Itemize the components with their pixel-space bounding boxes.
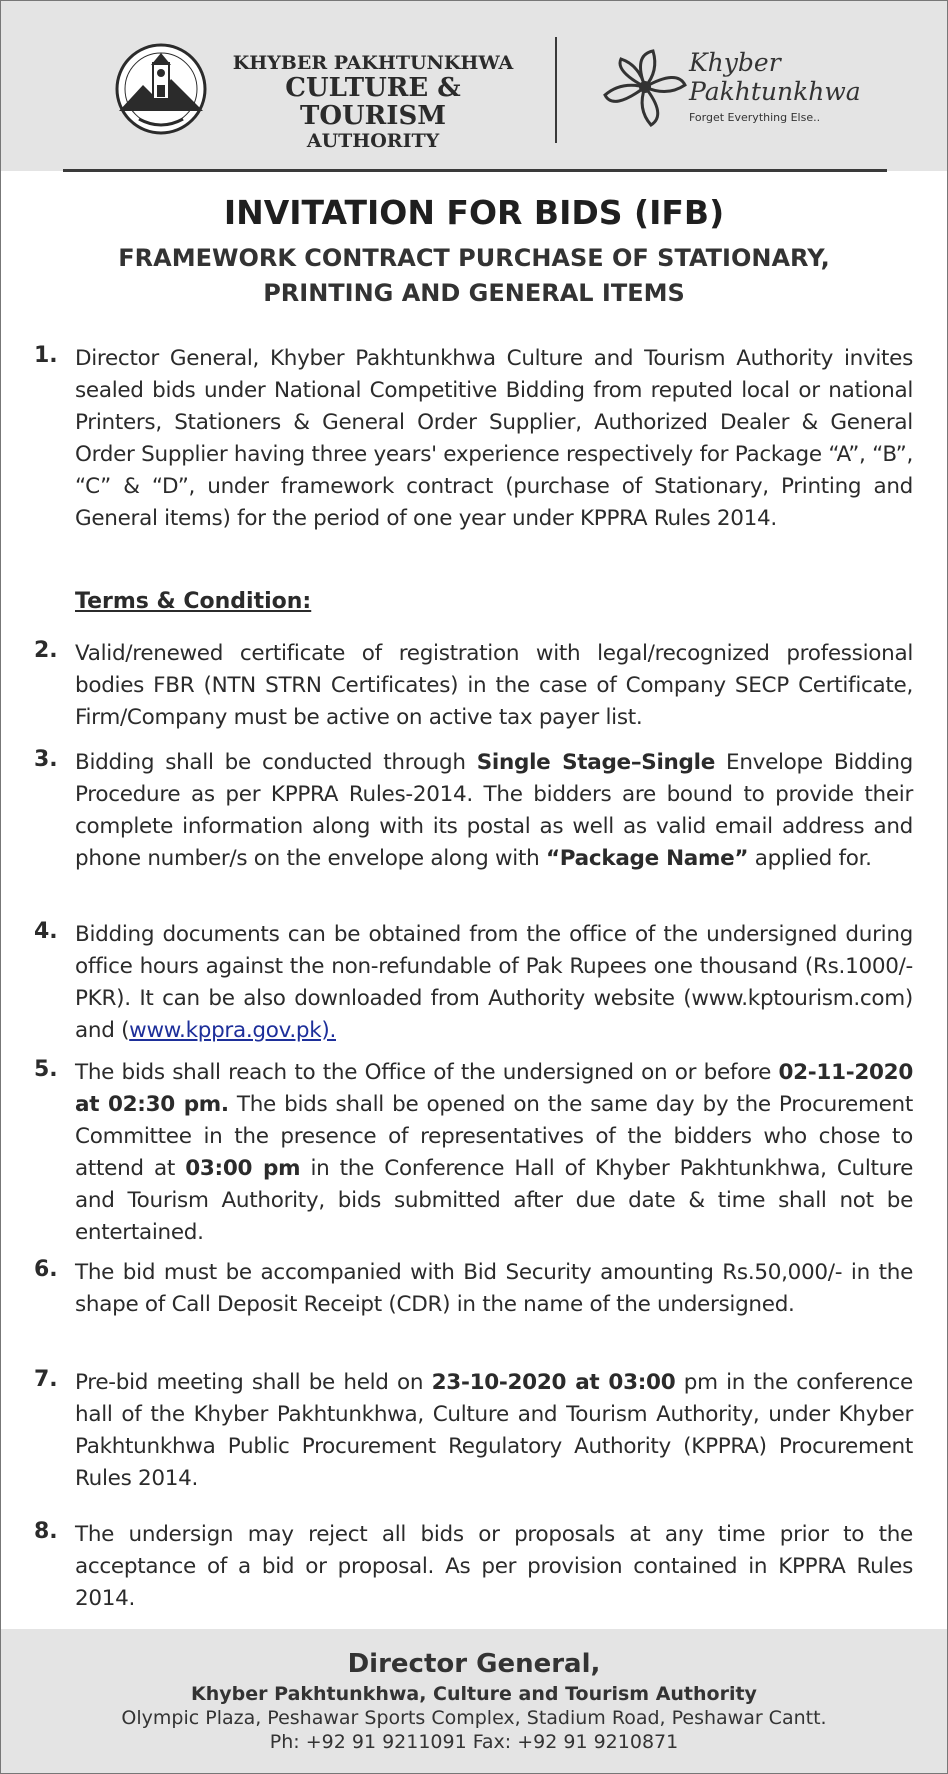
clause-number: 7. bbox=[34, 1367, 58, 1392]
clause-number: 2. bbox=[34, 638, 58, 663]
brand-tagline: Forget Everything Else.. bbox=[689, 110, 821, 124]
clause-number: 8. bbox=[34, 1519, 58, 1544]
clause-text: Valid/renewed certificate of registration with legal/recognized professional bodies FBR (NTN STRN Certificates) in the case of Company SECP Certificate, Firm/Company must be active on active tax payer list. bbox=[75, 641, 913, 730]
clause-text-part: Bidding shall be conducted through bbox=[75, 750, 477, 775]
brand-line2: Pakhtunkhwa bbox=[689, 76, 861, 106]
header-rule bbox=[63, 169, 887, 172]
clause-number: 4. bbox=[34, 919, 58, 944]
clause-text bbox=[75, 1057, 913, 1249]
signatory-title: Director General, bbox=[347, 1649, 601, 1679]
clause-text bbox=[75, 747, 913, 875]
clause-text-part: Envelope Bidding Procedure as per KPPRA Rules-2014. The bidders are bound to provide their complete information along with its postal as well as valid email address and phone number/s on the envelope along with bbox=[75, 750, 913, 871]
clause-bold-text: 02-11-2020 at 02:30 pm. bbox=[75, 1060, 913, 1117]
notice-subtitle bbox=[101, 241, 847, 311]
clause-text-part: pm in the conference hall of the Khyber Pakhtunkhwa, Culture and Tourism Authority, under Khyber Pakhtunkhwa Public Procurement Regulatory Authority (KPPRA) Procurement Rules 2014. bbox=[75, 1370, 913, 1491]
terms-heading: Terms & Condition: bbox=[75, 589, 312, 614]
clause-text-part: Bidding documents can be obtained from the office of the undersigned during office hours against the non-refundable of Pak Rupees one thousand (Rs.1000/-PKR). It can be also downloaded from Authority website (www.kptourism.com) and ( bbox=[75, 922, 913, 1043]
notice-footer bbox=[1, 1629, 947, 1773]
contact-numbers: Ph: +92 91 9211091 Fax: +92 91 9210871 bbox=[269, 1731, 679, 1753]
clause-number: 6. bbox=[34, 1257, 58, 1282]
subtitle-line2: PRINTING AND GENERAL ITEMS bbox=[263, 279, 685, 307]
clause-text: The undersign may reject all bids or proposals at any time prior to the acceptance of a bid or proposal. As per provision contained in KPPRA Rules 2014. bbox=[75, 1522, 913, 1611]
clause-text-part: Pre-bid meeting shall be held on bbox=[75, 1370, 432, 1395]
culture-tourism-authority-logo-icon bbox=[109, 41, 213, 137]
signatory-organization: Khyber Pakhtunkhwa, Culture and Tourism Authority bbox=[191, 1683, 757, 1705]
clause-text bbox=[75, 1367, 913, 1495]
notice-title: INVITATION FOR BIDS (IFB) bbox=[223, 193, 725, 232]
brand-line1: Khyber bbox=[689, 48, 781, 77]
clause-text-part: The bids shall reach to the Office of the undersigned on or before bbox=[75, 1060, 779, 1085]
org-name-line1: KHYBER PAKHTUNKHWA bbox=[232, 52, 514, 74]
clause-text-part: The bids shall be opened on the same day by the Procurement Committee in the presence of representatives of the bidders who chose to attend at bbox=[75, 1092, 913, 1181]
clause-bold-text: Single Stage–Single bbox=[476, 750, 715, 775]
kp-tourism-flower-logo-icon bbox=[597, 45, 693, 129]
header-divider bbox=[555, 37, 557, 143]
notice-header bbox=[1, 1, 947, 171]
clause-text bbox=[75, 919, 913, 1047]
clause-bold-text: 03:00 pm bbox=[185, 1156, 301, 1181]
clause-bold-text: “Package Name” bbox=[545, 846, 749, 871]
clause-number: 1. bbox=[34, 343, 58, 368]
kp-brand bbox=[689, 49, 889, 124]
clause-text: Director General, Khyber Pakhtunkhwa Culture and Tourism Authority invites sealed bids under National Competitive Bidding from reputed local or national Printers, Stationers & General Order Supplier, Authorized Dealer & General Order Supplier having three years' experience respectively for Package “A”, “B”, “C” & “D”, under framework contract (purchase of Stationary, Printing and General items) for the period of one year under KPPRA Rules 2014. bbox=[75, 346, 913, 531]
clause-text: The bid must be accompanied with Bid Security amounting Rs.50,000/- in the shape of Call Deposit Receipt (CDR) in the name of the undersigned. bbox=[75, 1260, 913, 1317]
subtitle-line1: FRAMEWORK CONTRACT PURCHASE OF STATIONARY, bbox=[118, 244, 830, 272]
clause-text-part: in the Conference Hall of Khyber Pakhtunkhwa, Culture and Tourism Authority, bids submitted after due date & time shall not be entertained. bbox=[75, 1156, 914, 1245]
org-name-line2: CULTURE & TOURISM bbox=[285, 72, 461, 132]
kppra-website-link[interactable]: www.kppra.gov.pk). bbox=[129, 1018, 336, 1043]
clause-text-part: applied for. bbox=[748, 846, 872, 871]
clause-number: 3. bbox=[34, 747, 58, 772]
org-name bbox=[223, 53, 523, 152]
clause-bold-text: 23-10-2020 at 03:00 bbox=[431, 1370, 676, 1395]
clause-number: 5. bbox=[34, 1057, 58, 1082]
office-address: Olympic Plaza, Peshawar Sports Complex, Stadium Road, Peshawar Cantt. bbox=[121, 1707, 827, 1729]
org-name-line3: AUTHORITY bbox=[306, 130, 440, 153]
